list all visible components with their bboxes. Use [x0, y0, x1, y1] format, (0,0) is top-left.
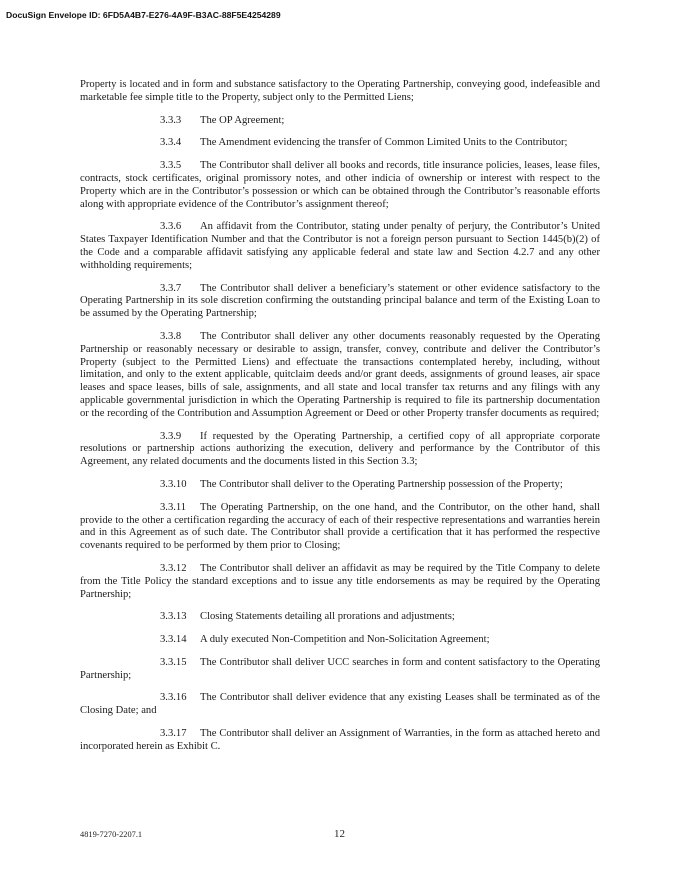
section-3-3-14	[80, 634, 600, 647]
section-3-3-15	[80, 657, 600, 683]
paragraph-text: The Contributor shall deliver to the Operating Partnership possession of the Property;	[200, 478, 563, 490]
section-3-3-3	[80, 115, 600, 128]
section-number: 3.3.12	[160, 562, 187, 574]
section-number: 3.3.4	[160, 137, 182, 149]
section-number: 3.3.13	[160, 611, 187, 623]
section-3-3-8	[80, 331, 600, 421]
section-number: 3.3.16	[160, 692, 187, 704]
section-3-3-9	[80, 431, 600, 469]
paragraph-text: If requested by the Operating Partnership, a certified copy of all appropriate corporate resolutions or partnership actions authorizing the execution, delivery and performance by the Contributor of this Agreement, any related documents and the documents listed in this Section 3.3;	[80, 430, 600, 468]
paragraph-text: An affidavit from the Contributor, stating under penalty of perjury, the Contributor’s United States Taxpayer Identification Number and that the Contributor is not a foreign person pursuant to Section 1445(b)(2) of the Code and a comparable affidavit satisfying any applicable federal and state law and Section 4.2.7 and any other withholding requirements;	[80, 221, 600, 271]
section-number: 3.3.17	[160, 728, 187, 740]
document-id-footer: 4819-7270-2207.1	[80, 830, 143, 839]
section-number: 3.3.11	[160, 501, 187, 513]
section-number: 3.3.3	[160, 114, 182, 126]
paragraph-text: Property is located and in form and substance satisfactory to the Operating Partnership, conveying good, indefeasible and marketable fee simple title to the Property, subject only to the Permitted Liens;	[80, 79, 600, 103]
section-number: 3.3.14	[160, 634, 187, 646]
section-3-3-17	[80, 728, 600, 754]
paragraph-text: The Contributor shall deliver any other documents reasonably requested by the Operating Partnership or reasonably necessary or desirable to assign, transfer, convey, contribute and deliver the Contributor’s Property (subject to the Permitted Liens) and effectuate the transactions contemplated hereby, including, without limitation, and only to the extent applicable, quitclaim deeds and/or grant deeds, assignments of ground leases, air space leases and space leases, bills of sale, assignments, and all state and local transfer tax returns and any filings with any applicable governmental jurisdiction in which the Operating Partnership is required to file its partnership documentation or the recording of the Contribution and Assumption Agreement or Deed or other Property transfer documents as required;	[80, 330, 600, 419]
paragraph-text: The Contributor shall deliver a beneficiary’s statement or other evidence satisfactory to the Operating Partnership in its sole discretion confirming the outstanding principal balance and term of the Existing Loan to be assumed by the Operating Partnership;	[80, 282, 600, 320]
section-number: 3.3.15	[160, 656, 187, 668]
section-3-3-5	[80, 160, 600, 211]
section-number: 3.3.5	[160, 160, 182, 172]
section-3-3-4	[80, 137, 600, 150]
paragraph-text: The Contributor shall deliver an affidavit as may be required by the Title Company to delete from the Title Policy the standard exceptions and to issue any title endorsements as may be required by the Operating Partnership;	[80, 562, 600, 600]
paragraph-text: The Contributor shall deliver an Assignment of Warranties, in the form as attached hereto and incorporated herein as Exhibit C.	[80, 728, 600, 752]
paragraph-text: The Operating Partnership, on the one hand, and the Contributor, on the other hand, shall provide to the other a certification regarding the accuracy of each of their respective representations and warranties herein and in this Agreement as of such date. The Contributor shall provide a certification that it has performed the respective covenants required to be performed by them prior to Closing;	[80, 501, 600, 552]
envelope-id-header: DocuSign Envelope ID: 6FD5A4B7-E276-4A9F-B3AC-88F5E4254289	[6, 10, 281, 20]
document-body	[80, 79, 600, 764]
section-3-3-13	[80, 611, 600, 624]
section-3-3-10	[80, 479, 600, 492]
paragraph-text: The OP Agreement;	[200, 114, 285, 126]
page-number: 12	[334, 828, 345, 840]
section-number: 3.3.7	[160, 282, 182, 294]
section-3-3-11	[80, 502, 600, 553]
paragraph-text: The Amendment evidencing the transfer of Common Limited Units to the Contributor;	[200, 137, 568, 149]
paragraph-text: The Contributor shall deliver all books and records, title insurance policies, leases, lease files, contracts, stock certificates, original promissory notes, and other indicia of ownership or interest with respect to the Property which are in the Contributor’s possession or which can be obtained through the Contributor’s reasonable efforts along with appropriate evidence of the Contributor’s assignment thereof;	[80, 160, 600, 210]
section-3-3-7	[80, 283, 600, 321]
section-number: 3.3.6	[160, 221, 182, 233]
paragraph-text: The Contributor shall deliver evidence that any existing Leases shall be terminated as of the Closing Date; and	[80, 692, 600, 717]
paragraph-text: The Contributor shall deliver UCC searches in form and content satisfactory to the Operating Partnership;	[80, 656, 600, 681]
section-number: 3.3.8	[160, 330, 182, 342]
paragraph-continuation	[80, 79, 600, 105]
section-number: 3.3.10	[160, 478, 187, 490]
section-3-3-6	[80, 221, 600, 272]
section-3-3-12	[80, 563, 600, 601]
section-number: 3.3.9	[160, 430, 182, 442]
paragraph-text: Closing Statements detailing all prorations and adjustments;	[200, 611, 455, 623]
paragraph-text: A duly executed Non-Competition and Non-Solicitation Agreement;	[200, 634, 490, 646]
section-3-3-16	[80, 692, 600, 718]
